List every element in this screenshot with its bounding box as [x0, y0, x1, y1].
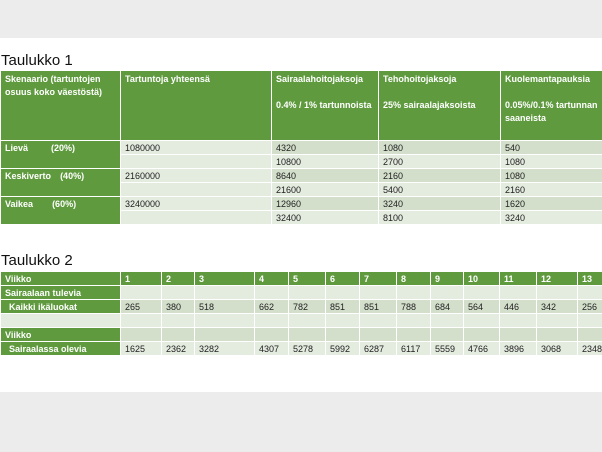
- week-cell: 7: [360, 272, 397, 286]
- table2-title: Taulukko 2: [1, 252, 73, 269]
- icu-cell: 1080: [379, 141, 501, 155]
- incoming-cell: 256: [578, 300, 602, 314]
- scenario-name: Lievä: [5, 143, 29, 153]
- hosp-cell: 10800: [272, 155, 379, 169]
- hosp-cell: 12960: [272, 197, 379, 211]
- header-deaths-sub: 0.05%/0.1% tartunnan saaneista: [505, 100, 598, 123]
- incoming-cell: 788: [397, 300, 431, 314]
- week-cell: 10: [464, 272, 500, 286]
- week-cell: 8: [397, 272, 431, 286]
- incoming-cell: 782: [289, 300, 326, 314]
- scenario-cell: [1, 141, 121, 169]
- hosp-cell: 32400: [272, 211, 379, 225]
- icu-cell: 2160: [379, 169, 501, 183]
- inpatient-cell: 3896: [500, 342, 537, 356]
- incoming-cell: 446: [500, 300, 537, 314]
- inpatient-cell: 2348: [578, 342, 602, 356]
- inpatient-cell: 1625: [121, 342, 162, 356]
- incoming-cell: 851: [360, 300, 397, 314]
- header-hospital-sub: 0.4% / 1% tartunnoista: [276, 100, 372, 110]
- header-deaths-title: Kuolemantapauksia: [505, 74, 591, 84]
- header-icu: [379, 71, 501, 141]
- infections-cell-empty: [121, 183, 272, 197]
- header-hospital: [272, 71, 379, 141]
- incoming-cell: 564: [464, 300, 500, 314]
- icu-cell: 8100: [379, 211, 501, 225]
- infections-cell: 2160000: [121, 169, 272, 183]
- week-cell: 9: [431, 272, 464, 286]
- week-cell: 5: [289, 272, 326, 286]
- table1-row: [1, 141, 602, 155]
- week-cell: 12: [537, 272, 578, 286]
- inpatient-cell: 5992: [326, 342, 360, 356]
- week-cell: 2: [162, 272, 195, 286]
- inpatient-cell: 3282: [195, 342, 255, 356]
- icu-cell: 3240: [379, 197, 501, 211]
- inpatient-label: Sairaalassa olevia: [1, 342, 121, 356]
- week-cell: 4: [255, 272, 289, 286]
- week-cell: 13: [578, 272, 602, 286]
- deaths-cell: 1620: [501, 197, 602, 211]
- header-icu-title: Tehohoitojaksoja: [383, 74, 457, 84]
- incoming-cell: 684: [431, 300, 464, 314]
- inpatient-cell: 5278: [289, 342, 326, 356]
- week-cell: 3: [195, 272, 255, 286]
- incoming-label: Kaikki ikäluokat: [1, 300, 121, 314]
- deaths-cell: 3240: [501, 211, 602, 225]
- scenario-name: Vaikea: [5, 199, 34, 209]
- week-cell: 6: [326, 272, 360, 286]
- icu-cell: 2700: [379, 155, 501, 169]
- week-label: Viikko: [1, 272, 121, 286]
- blank-row: [1, 314, 602, 328]
- scenario-name: Keskiverto: [5, 171, 52, 181]
- incoming-cell: 518: [195, 300, 255, 314]
- table1-header-row: [1, 71, 602, 141]
- inpatient-cell: 4307: [255, 342, 289, 356]
- incoming-cell: 380: [162, 300, 195, 314]
- scenario-cell: [1, 197, 121, 225]
- deaths-cell: 540: [501, 141, 602, 155]
- inpatient-cell: 6287: [360, 342, 397, 356]
- header-infections: Tartuntoja yhteensä: [121, 71, 272, 141]
- scenario-percent: (60%): [52, 199, 77, 209]
- icu-cell: 5400: [379, 183, 501, 197]
- header-hospital-title: Sairaalahoitojaksoja: [276, 74, 364, 84]
- scenario-percent: (20%): [51, 143, 76, 153]
- week-row: [1, 272, 602, 286]
- hosp-cell: 8640: [272, 169, 379, 183]
- incoming-cell: 265: [121, 300, 162, 314]
- inpatient-cell: 2362: [162, 342, 195, 356]
- incoming-row: [1, 300, 602, 314]
- table1: [0, 70, 602, 225]
- infections-cell: 1080000: [121, 141, 272, 155]
- header-icu-sub: 25% sairaalajaksoista: [383, 100, 476, 110]
- inpatient-cell: 6117: [397, 342, 431, 356]
- scenario-cell: [1, 169, 121, 197]
- table1-title: Taulukko 1: [1, 52, 73, 69]
- infections-cell-empty: [121, 211, 272, 225]
- inpatient-cell: 3068: [537, 342, 578, 356]
- deaths-cell: 2160: [501, 183, 602, 197]
- document-page: [0, 38, 602, 392]
- hosp-cell: 21600: [272, 183, 379, 197]
- table1-row: [1, 169, 602, 183]
- incoming-title: Sairaalaan tulevia: [1, 286, 121, 300]
- deaths-cell: 1080: [501, 155, 602, 169]
- deaths-cell: 1080: [501, 169, 602, 183]
- scenario-percent: (40%): [60, 171, 85, 181]
- inpatient-cell: 4766: [464, 342, 500, 356]
- incoming-cell: 662: [255, 300, 289, 314]
- infections-cell-empty: [121, 155, 272, 169]
- infections-cell: 3240000: [121, 197, 272, 211]
- table2: [0, 271, 602, 356]
- incoming-cell: 342: [537, 300, 578, 314]
- inpatient-row: [1, 342, 602, 356]
- week-cell: 1: [121, 272, 162, 286]
- week-label-2: Viikko: [1, 328, 121, 342]
- incoming-title-row: [1, 286, 602, 300]
- hosp-cell: 4320: [272, 141, 379, 155]
- week-cell: 11: [500, 272, 537, 286]
- header-deaths: [501, 71, 602, 141]
- week-row-2: [1, 328, 602, 342]
- incoming-cell: 851: [326, 300, 360, 314]
- table1-row: [1, 197, 602, 211]
- header-scenario: Skenaario (tartuntojen osuus koko väestöstä): [1, 71, 121, 141]
- inpatient-cell: 5559: [431, 342, 464, 356]
